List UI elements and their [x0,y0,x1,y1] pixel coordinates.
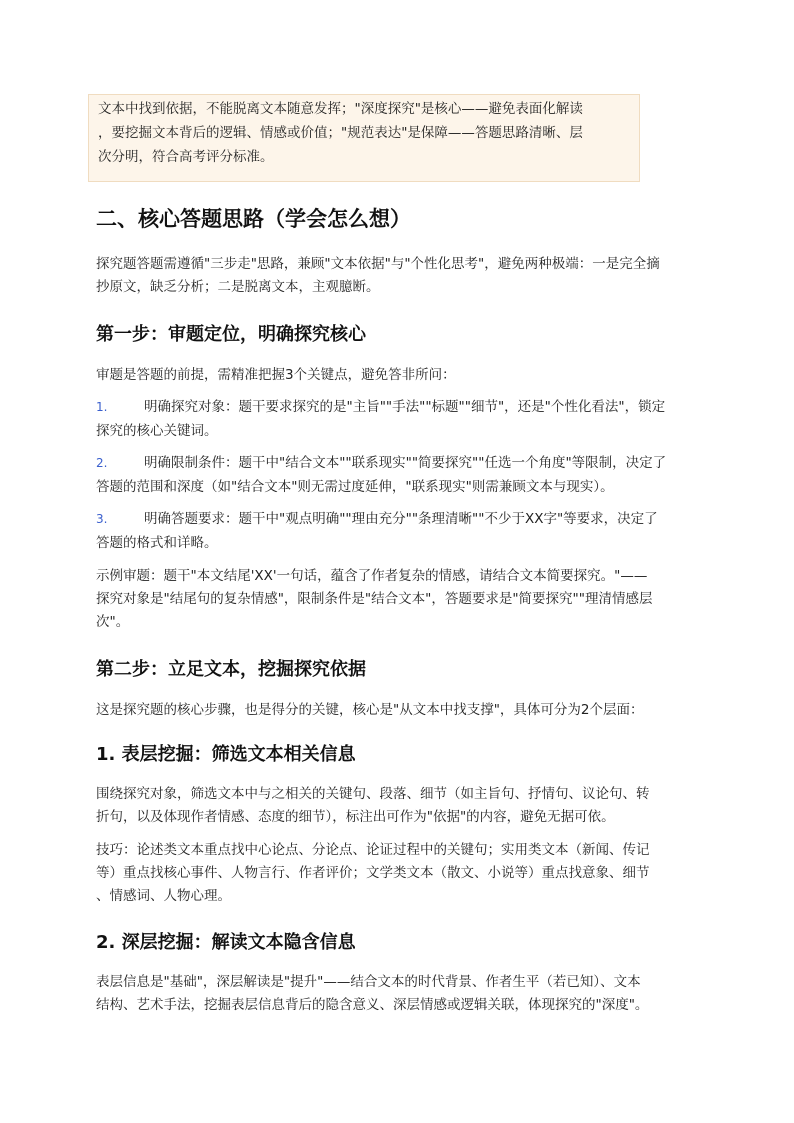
list-item-line: 探究的核心关键词。 [96,423,218,439]
example-line: 示例审题：题干"本文结尾'XX'一句话，蕴含了作者复杂的情感，请结合文本简要探究。"—— [96,568,648,584]
paragraph-line: 围绕探究对象，筛选文本中与之相关的关键句、段落、细节（如主旨句、抒情句、议论句、转 [96,786,650,802]
subsection-heading: 1. 表层挖掘：筛选文本相关信息 [96,744,356,765]
list-item-line: 答题的格式和详略。 [96,535,218,551]
example-line: 探究对象是"结尾句的复杂情感"，限制条件是"结合文本"，答题要求是"简要探究""理清情感层 [96,591,653,607]
list-item-line: 明确探究对象：题干要求探究的是"主旨""手法""标题""细节"，还是"个性化看法"，锁定 [144,399,666,415]
step-heading: 第一步：审题定位，明确探究核心 [96,324,366,345]
example-line: 次"。 [96,614,130,630]
list-item-line: 答题的范围和深度（如"结合文本"则无需过度延伸，"联系现实"则需兼顾文本与现实）。 [96,479,614,495]
paragraph-line: 折句，以及体现作者情感、态度的细节），标注出可作为"依据"的内容，避免无据可依。 [96,809,615,825]
paragraph-line: 抄原文，缺乏分析；二是脱离文本，主观臆断。 [96,279,380,295]
callout-line: ，要挖掘文本背后的逻辑、情感或价值；"规范表达"是保障——答题思路清晰、层 [98,125,583,141]
paragraph-line: 这是探究题的核心步骤，也是得分的关键，核心是"从文本中找支撑"，具体可分为2个层面： [96,702,644,718]
paragraph-line: 审题是答题的前提，需精准把握3个关键点，避免答非所问： [96,367,456,383]
callout-line: 文本中找到依据，不能脱离文本随意发挥；"深度探究"是核心——避免表面化解读 [98,101,583,117]
list-item-line: 明确答题要求：题干中"观点明确""理由充分""条理清晰""不少于XX字"等要求，决定了 [144,511,658,527]
paragraph-line: 表层信息是"基础"，深层解读是"提升"——结合文本的时代背景、作者生平（若已知）、文本 [96,974,641,990]
section-heading: 二、核心答题思路（学会怎么想） [96,207,411,231]
summary-callout-box [88,94,640,182]
paragraph-line: 技巧：论述类文本重点找中心论点、分论点、论证过程中的关键句；实用类文本（新闻、传记 [96,842,650,858]
paragraph-line: 、情感词、人物心理。 [96,888,231,904]
paragraph-line: 结构、艺术手法，挖掘表层信息背后的隐含意义、深层情感或逻辑关联，体现探究的"深度"。 [96,997,649,1013]
subsection-heading: 2. 深层挖掘：解读文本隐含信息 [96,932,356,953]
list-number: 1. [96,400,108,414]
paragraph-line: 探究题答题需遵循"三步走"思路，兼顾"文本依据"与"个性化思考"，避免两种极端：一是完全摘 [96,256,660,272]
list-number: 3. [96,512,108,526]
list-number: 2. [96,456,108,470]
callout-line: 次分明，符合高考评分标准。 [98,149,274,165]
step-heading: 第二步：立足文本，挖掘探究依据 [96,659,366,680]
paragraph-line: 等）重点找核心事件、人物言行、作者评价；文学类文本（散文、小说等）重点找意象、细节 [96,865,650,881]
list-item-line: 明确限制条件：题干中"结合文本""联系现实""简要探究""任选一个角度"等限制，决定了 [144,455,667,471]
